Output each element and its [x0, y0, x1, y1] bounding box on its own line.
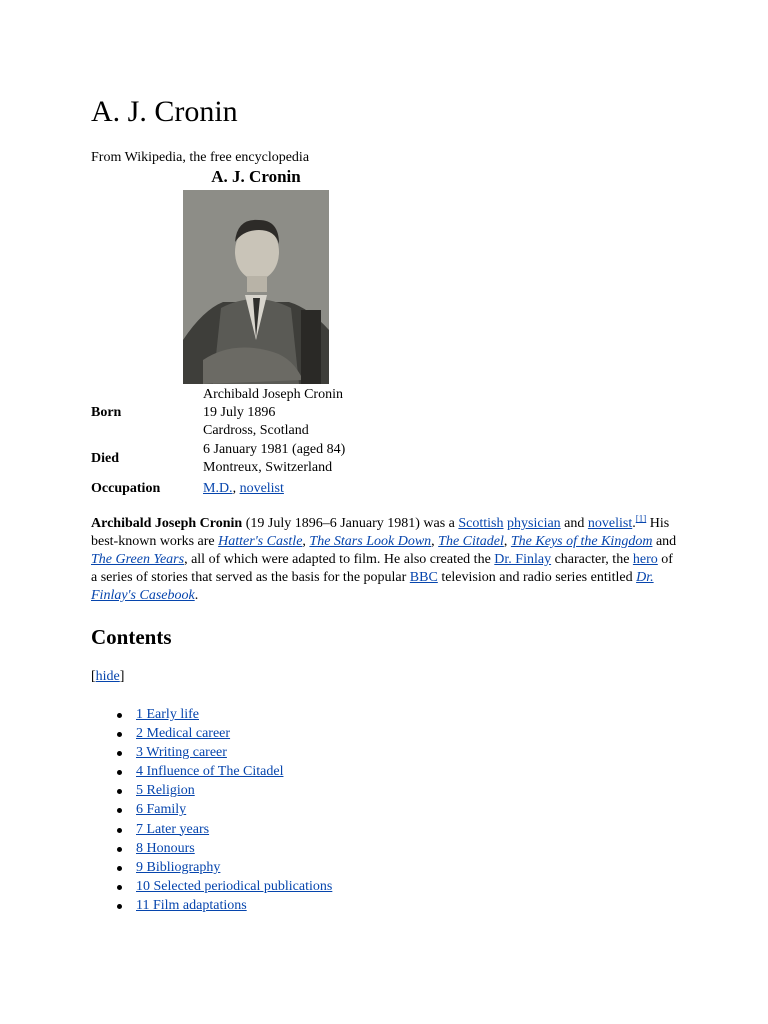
- toc-item: [114, 782, 332, 801]
- intro-text: television and radio series entitled: [437, 570, 637, 585]
- intro-text: (19 July 1896–6 January 1981) was a: [242, 516, 459, 531]
- intro-text: ,: [503, 534, 511, 549]
- toc-link-later-years[interactable]: 7 Later years: [136, 821, 210, 837]
- toc-link-early-life[interactable]: 1 Early life: [136, 707, 199, 722]
- portrait-photo[interactable]: [183, 190, 329, 384]
- link-physician[interactable]: physician: [507, 516, 561, 531]
- toggle-bracket-close: ]: [119, 669, 125, 684]
- toc-item: [114, 859, 332, 878]
- intro-text: , all of which were adapted to film. He also created the: [184, 552, 495, 567]
- toc-link-film-adaptations[interactable]: 11 Film adaptations: [136, 897, 247, 913]
- occupation-label: Occupation: [91, 481, 161, 496]
- hide-toc-link[interactable]: hide: [95, 669, 120, 684]
- toc-item: [114, 725, 332, 744]
- site-tagline: From Wikipedia, the free encyclopedia: [91, 150, 310, 165]
- reference-1-link[interactable]: [1]: [635, 513, 647, 524]
- toc-item: [114, 706, 332, 725]
- toc-link-selected-periodical-publications[interactable]: 10 Selected periodical publications: [136, 878, 333, 894]
- intro-text: and: [652, 534, 677, 549]
- born-date: 19 July 1896: [203, 405, 276, 420]
- toc-link-writing-career[interactable]: 3 Writing career: [136, 745, 227, 761]
- occupation-value: [203, 480, 284, 498]
- born-name: Archibald Joseph Cronin: [203, 387, 343, 402]
- toc-link-medical-career[interactable]: 2 Medical career: [136, 726, 231, 742]
- link-bbc[interactable]: BBC: [409, 570, 438, 585]
- link-the-citadel[interactable]: The Citadel: [438, 534, 504, 549]
- died-label: Died: [91, 451, 119, 466]
- toc-item: [114, 744, 332, 763]
- contents-heading: Contents: [91, 625, 172, 649]
- occupation-md-link[interactable]: M.D.: [203, 481, 233, 496]
- link-the-green-years[interactable]: The Green Years: [91, 552, 185, 567]
- intro-text: His best-known works are: [91, 516, 670, 549]
- intro-text: ,: [302, 534, 310, 549]
- toc-link-honours[interactable]: 8 Honours: [136, 840, 195, 856]
- toc-item: [114, 763, 332, 782]
- toc-item: [114, 840, 332, 859]
- died-date: 6 January 1981 (aged 84): [203, 442, 346, 457]
- occupation-novelist-link[interactable]: novelist: [239, 481, 284, 496]
- died-place: Montreux, Switzerland: [203, 460, 333, 475]
- born-place: Cardross, Scotland: [203, 423, 309, 438]
- link-hatters-castle[interactable]: Hatter's Castle: [218, 534, 303, 549]
- page-title: A. J. Cronin: [91, 95, 238, 128]
- intro-text: and: [560, 516, 588, 531]
- link-hero[interactable]: hero: [632, 552, 658, 567]
- infobox-title: A. J. Cronin: [211, 167, 301, 186]
- toc-toggle: [91, 668, 124, 686]
- toc-item: [114, 897, 332, 916]
- link-novelist[interactable]: novelist: [587, 516, 633, 531]
- intro-text: .: [194, 588, 199, 603]
- toc-link-religion[interactable]: 5 Religion: [136, 783, 195, 799]
- intro-paragraph: [91, 515, 679, 605]
- link-the-keys-of-the-kingdom[interactable]: The Keys of the Kingdom: [510, 534, 653, 549]
- link-dr-finlay[interactable]: Dr. Finlay: [494, 552, 552, 567]
- toc-item: [114, 878, 332, 897]
- toc-link-influence-of-the-citadel[interactable]: 4 Influence of The Citadel: [136, 764, 284, 780]
- intro-text: of a series of stories that served as the basis for the popular: [91, 552, 673, 585]
- link-scottish[interactable]: Scottish: [458, 516, 504, 531]
- toc-link-family[interactable]: 6 Family: [136, 802, 187, 818]
- subject-name: Archibald Joseph Cronin: [91, 516, 243, 531]
- intro-text: .: [632, 516, 636, 531]
- table-of-contents: [114, 706, 332, 916]
- toc-item: [114, 801, 332, 820]
- intro-text: ,: [431, 534, 439, 549]
- toggle-bracket-open: [: [91, 669, 96, 684]
- intro-text: character, the: [551, 552, 633, 567]
- toc-item: [114, 821, 332, 840]
- born-label: Born: [91, 405, 122, 420]
- link-the-stars-look-down[interactable]: The Stars Look Down: [309, 534, 432, 549]
- occupation-separator: ,: [232, 481, 240, 496]
- portrait-icon: [183, 190, 329, 384]
- toc-link-bibliography[interactable]: 9 Bibliography: [136, 859, 221, 875]
- link-dr-finlays-casebook[interactable]: Dr. Finlay's Casebook: [91, 570, 654, 603]
